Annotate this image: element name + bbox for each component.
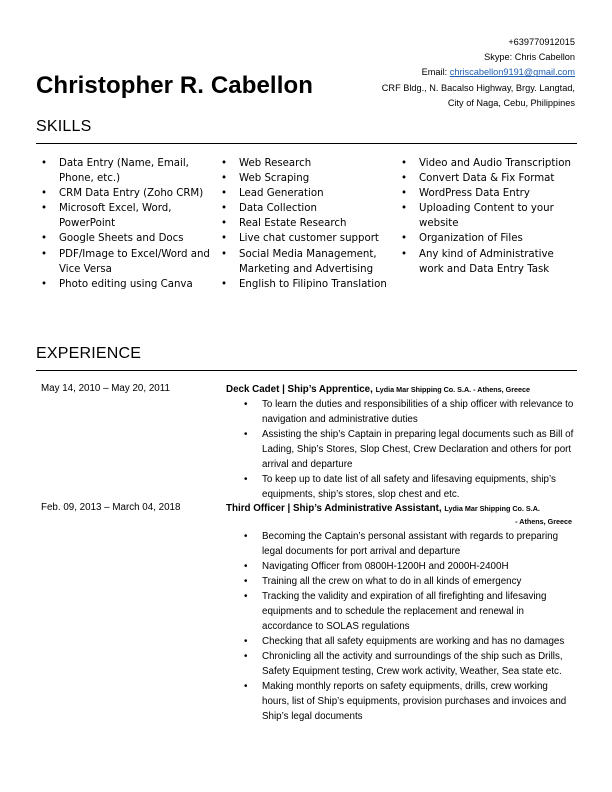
skill-item: • PDF/Image to Excel/Word and Vice Versa — [40, 247, 216, 277]
skill-item: • Lead Generation — [220, 186, 396, 201]
job-duties — [244, 529, 576, 724]
candidate-name: Christopher R. Cabellon — [36, 72, 313, 99]
duty-item: • Making monthly reports on safety equipments, drills, crew working hours, list of Ship’s equipments, provision purchases and invoices and Ship’s legal documents — [244, 679, 576, 724]
skills-heading: SKILLS — [36, 118, 92, 135]
skill-item: • English to Filipino Translation — [220, 277, 396, 292]
skills-column-2 — [220, 156, 396, 292]
experience-divider — [36, 370, 577, 371]
skills-divider — [36, 143, 577, 144]
skills-column-3 — [400, 156, 572, 277]
skill-item: • Data Collection — [220, 201, 396, 216]
skill-item: • WordPress Data Entry — [400, 186, 572, 201]
duty-item: • Assisting the ship’s Captain in preparing legal documents such as Bill of Lading, Ship’s Stores, Slop Chest, Crew Declaration and others for port arrival and departure — [244, 427, 576, 472]
skype-id: Skype: Chris Cabellon — [484, 52, 575, 63]
job-header — [226, 383, 572, 396]
skill-item: • Google Sheets and Docs — [40, 231, 216, 246]
contact-block — [315, 35, 575, 111]
duty-item: • Becoming the Captain’s personal assistant with regards to preparing legal documents for port arrival and departure — [244, 529, 576, 559]
skill-item: • Uploading Content to your website — [400, 201, 572, 231]
skill-item: • Real Estate Research — [220, 216, 396, 231]
address-line-1: CRF Bldg., N. Bacalso Highway, Brgy. Langtad, — [381, 82, 575, 93]
email-link[interactable]: chriscabellon9191@gmail.com — [449, 67, 575, 78]
duty-item: • Chronicling all the activity and surroundings of the ship such as Drills, Safety Equipment testing, Crew work activity, Weather, Sea state etc. — [244, 649, 576, 679]
skills-column-1 — [40, 156, 216, 292]
skill-item: • Web Scraping — [220, 171, 396, 186]
job-company: Lydia Mar Shipping Co. S.A. - Athens, Greece — [375, 385, 530, 394]
skill-item: • Live chat customer support — [220, 231, 396, 246]
skill-item: • Video and Audio Transcription — [400, 156, 572, 171]
skill-item: • Photo editing using Canva — [40, 277, 216, 292]
job-duties — [244, 397, 576, 502]
skill-item: • Any kind of Administrative work and Data Entry Task — [400, 247, 572, 277]
skill-item: • Social Media Management, Marketing and Advertising — [220, 247, 396, 277]
skill-item: • Convert Data & Fix Format — [400, 171, 572, 186]
skill-item: • Microsoft Excel, Word, PowerPoint — [40, 201, 216, 231]
skill-item: • Data Entry (Name, Email, Phone, etc.) — [40, 156, 216, 186]
email-label: Email: — [421, 67, 450, 78]
job-title: Deck Cadet | Ship’s Apprentice, — [226, 384, 373, 395]
duty-item: • Navigating Officer from 0800H-1200H and 2000H-2400H — [244, 559, 576, 574]
job-header — [226, 502, 572, 528]
job-company-line-1: Lydia Mar Shipping Co. S.A. — [444, 504, 540, 513]
skill-item: • Organization of Files — [400, 231, 572, 246]
duty-item: • Checking that all safety equipments are working and has no damages — [244, 634, 576, 649]
duty-item: • Training all the crew on what to do in all kinds of emergency — [244, 574, 576, 589]
job-dates: May 14, 2010 – May 20, 2011 — [41, 383, 170, 394]
skill-item: • Web Research — [220, 156, 396, 171]
address-line-2: City of Naga, Cebu, Philippines — [447, 97, 575, 108]
duty-item: • Tracking the validity and expiration of all firefighting and lifesaving equipments and to schedule the replacement and renewal in accordance to SOLAS regulations — [244, 589, 576, 634]
job-company-line-2: - Athens, Greece — [515, 517, 572, 526]
duty-item: • To keep up to date list of all safety and lifesaving equipments, ship’s equipments, ship’s stores, slop chest and etc. — [244, 472, 576, 502]
skill-item: • CRM Data Entry (Zoho CRM) — [40, 186, 216, 201]
experience-heading: EXPERIENCE — [36, 345, 142, 362]
duty-item: • To learn the duties and responsibilities of a ship officer with relevance to navigation and administrative duties — [244, 397, 576, 427]
job-title: Third Officer | Ship’s Administrative Assistant, — [226, 503, 442, 514]
email-line — [315, 65, 575, 80]
phone-number: +639770912015 — [508, 37, 575, 47]
job-dates: Feb. 09, 2013 – March 04, 2018 — [41, 502, 181, 513]
